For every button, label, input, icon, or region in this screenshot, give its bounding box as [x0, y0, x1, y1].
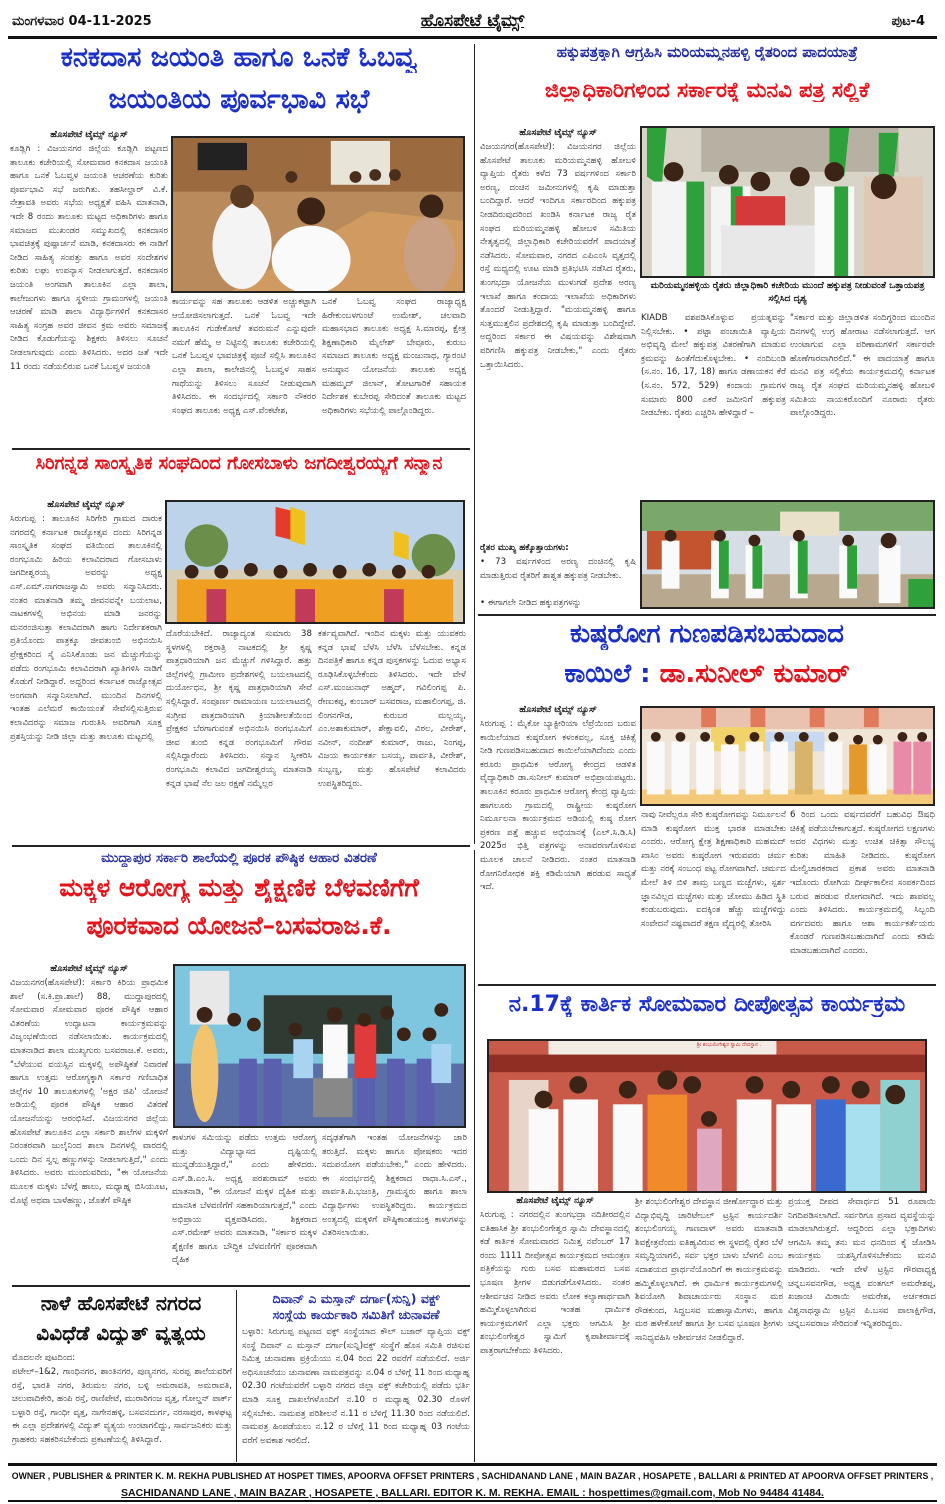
article-body: ಸಿರುಗುಪ್ಪ : ನಗರದಲ್ಲಿನ ತುಂಗಭದ್ರಾ ನದಿತೀರದಲ್ಲಿನ ಐತಿಹಾಸಿಕ ಶ್ರೀ ಶಂಭುಲಿಂಗೇಶ್ವರ ಸ್ವಾಮಿ ದೇವಸ್ಥಾನದಲ್ಲಿ ಕಡೆ ಕಾರ್ತಿಕ ಸೋಮವಾರದ ನಿಮಿತ್ತ ನವೆಂಬರ್ 17 ರಂದು 1111 ದೀಪೋತ್ಸವ ಕಾರ್ಯಕ್ರಮದ ಆಮಂತ್ರಣ ಪತ್ರಿಕೆಯನ್ನು ಗುರು ಬಸವ ಮಹಾಮಠದ ಬಸವ ಭೂಷಣ ಶ್ರೀಗಳ ಬಿಡುಗಡೆಗೊಳಿಸಿದರು. ನಂತರ ಆಶೀರ್ವಚನ ನೀಡಿದ ಅವರು ಲೋಕ ಕಲ್ಯಾಣಾರ್ಥವಾಗಿ ಹಮ್ಮಿಕೊಳ್ಳಲಾಗಿರುವ ಇಂತಹ ಧಾರ್ಮಿಕ ಕಾರ್ಯಕ್ರಮಗಳಿಗೆ ಎಲ್ಲಾ ಭಕ್ತರು ಆಗಮಿಸಿ ಶ್ರೀ ಶಂಭುಲಿಂಗೇಶ್ವರ ಸ್ವಾಮಿಗೆ ಕೃಪಾಶೀರ್ವಾದಕ್ಕೆ ಪಾತ್ರರಾಗಬೇಕೆಂದು ತಿಳಿಸಿದರು. [480, 1210, 630, 1356]
headline-part: ಡಾ.ಸುನೀಲ್ ಕುಮಾರ್ [659, 660, 850, 689]
column-divider [236, 1290, 237, 1462]
byline: ಹೊಸಪೇಟೆ ಟೈಮ್ಸ್ ನ್ಯೂಸ್ [50, 130, 128, 140]
photo-caption: ಮರಿಯಮ್ಮನಹಳ್ಳಿಯ ರೈತರು ಜಿಲ್ಲಾಧಿಕಾರಿ ಕಚೇರಿಯ ಮುಂದೆ ಹಕ್ಕುಪತ್ರ ನೀಡುವಂತೆ ಒತ್ತಾಯಪತ್ರ ಸಲ್ಲಿಸಿದ ದೃಶ್ಯ [650, 281, 925, 304]
temple-invitation-photo [487, 1039, 927, 1193]
byline: ಹೊಸಪೇಟೆ ಟೈಮ್ಸ್ ನ್ಯೂಸ್ [50, 964, 128, 974]
article-body: ಪ್ರಯುಕ್ತ ದೀಪದ ಸೇವಾರ್ಥದ 51 ರೂಪಾಯಿ ನಿಗದಿಪಡಿಸಲಾಗಿದೆ. ಸರ್ವರಿಗೂ ಪ್ರಸಾದ ವ್ಯವಸ್ಥೆಯನ್ನು ಮಾಡಲಾಗಿರುತ್ತದೆ. ಆದ್ದರಿಂದ ಎಲ್ಲಾ ಭಕ್ತಾದಿಗಳು ಆಗಮಿಸಿ ತಮ್ಮ ತನು ಮನ ಧನದಿಂದ ಕೈ ಜೋಡಿಸಿ ಕಾರ್ಯಕ್ರಮ ಯಶಸ್ವಿಗೊಳಿಸಬೇಕೆಂದು ಮನವಿ ಮಾಡಿದರು. ಇದೇ ವೇಳೆ ಟ್ರಸ್ಟಿನ ಗೌರವಾಧ್ಯಕ್ಷ ಚನ್ನಬಸವನಗೌಡ, ಅಧ್ಯಕ್ಷ ವಂತಗಲ್ ಅಮರೇಶಪ್ಪ, ಖಜಾಂಚಿ ಮಿಠಾಯಿ ಅಮರೇಶ, ಅರ್ಚಕರಾದ ವಿಶ್ವನಾಥಸ್ವಾಮಿ ಟ್ರಸ್ಟಿನ ಪಿ.ಬಸವ ಪಾಲಾಕ್ಷಿಗೌಡ, ಚನ್ನಬಸವರಾಜ ಸೇರಿದಂತೆ ಇನ್ನಿತರರಿದ್ದರು. [788, 1197, 936, 1330]
article-body: ಬಳ್ಳಾರಿ: ಸಿರುಗುಪ್ಪ ಪಟ್ಟಣದ ವಕ್ಫ್ ಸಂಸ್ಥೆಯಾದ ಕೌಲ್ ಬಜಾರ್ ವ್ಯಾಪ್ತಿಯ ವಕ್ಫ್ ಸಂಸ್ಥೆ ದಿವಾನ್ ಎ ಮಸ್ತಾನ್ ದರ್ಗಾ(ಸುನ್ನಿ)ವಕ್ಫ್ ಸಂಸ್ಥೆಗೆ ಹೊಸ ಸಮಿತಿ ರಚಿಸುವ ನಿಮಿತ್ತ ಚುನಾವಣಾ ಪ್ರಕ್ರಿಯೆಯು ನ.04 ರಿಂದ 22 ರವರೆಗೆ ನಡೆಯಲಿದೆ. ಅರ್ಜಿ ಅಧಿಸೂಚನೆಯು ಚುನಾವಣಾ ನಾಮಪತ್ರವನ್ನು ನ.04 ರ ಬೆಳಿಗ್ಗೆ 11 ರಿಂದ ಮಧ್ಯಾಹ್ನ 02.30 ಗಂಟೆಯವರೆಗೆ ಬಳ್ಳಾರಿ ನಗರದ ಜಿಲ್ಲಾ ವಕ್ಫ್ ಕಚೇರಿಯಲ್ಲಿ ಪಡೆದು ಭರ್ತಿ ಮಾಡಿ ಸೂಕ್ತ ದಾಖಲೆಗಳೊಂದಿಗೆ ನ.10 ರ ಮಧ್ಯಾಹ್ನ 02.30 ರೊಳಗೆ ಸಲ್ಲಿಸಬೇಕು. ನಾಮಪತ್ರ ಪರಿಶೀಲನೆ ನ.11 ರ ಬೆಳಿಗ್ಗೆ 11.30 ರಿಂದ ನಡೆಯಲಿದೆ. ನಾಮಪತ್ರ ಹಿಂಪಡೆಯಲು ನ.12 ರ ಬೆಳಿಗ್ಗೆ 11 ರಿಂದ ಮಧ್ಯಾಹ್ನ 03 ಗಂಟೆಯ ವರೆಗೆ ಅವಕಾಶ ಇರಲಿದೆ. [242, 1327, 470, 1446]
headline: ವಿವಿಧೆಡೆ ವಿದ್ಯುತ್ ವ್ಯತ್ಯಯ [36, 1322, 206, 1345]
headline: ನಾಳೆ ಹೊಸಪೇಟೆ ನಗರದ [40, 1292, 202, 1315]
article-body: ದೊರೆಯಬೇಕಿದೆ. ರಾಜ್ಯಾದ್ಯಂತ ಸುಮಾರು 38 ಸ್ಥಳಗಳಲ್ಲಿ ರಕ್ತರಾತ್ರಿ ನಾಟಕದಲ್ಲಿ ಶ್ರೀ ಕೃಷ್ಣ ಪಾತ್ರಧಾರಿಯಾಗಿ ಜನ ಮೆಚ್ಚುಗೆ ಗಳಿಸಿದ್ದಾರೆ. ಹತ್ತು ಜಿಲ್ಲೆಗಳಲ್ಲಿ ಗ್ರಾಮೀಣ ಪ್ರದೇಶಗಳಲ್ಲಿ ಬಯಲಾಟದಲ್ಲಿ ದುರ್ಯೋಧನ, ಶ್ರೀ ಕೃಷ್ಣ ಪಾತ್ರಧಾರಿಯಾಗಿ ಸೇವೆ ಸಲ್ಲಿಸಿದ್ದಾರೆ. ಸಂಪೂರ್ಣ ರಾಮಾಯಣ ಬಯಲಾಟದಲ್ಲಿ ಸುಗ್ರೀವ ಪಾತ್ರದಾರಿಯಾಗಿ ಕ್ರಿಯಾಶೀಲತೆಯಿಂದ ಪ್ರೇಕ್ಷಕರ ಬೆರಗಾಗುವಂತೆ ಅಭಿನಯಿಸಿ ರಂಗಭೂಮಿಗೆ ಜೀವ ತುಂಬಿ ಕನ್ನಡ ರಂಗಭೂಮಿಗೆ ಗೌರವ ಸಲ್ಲಿಸಿದ್ದಾರೆಂದು ತಿಳಿಸಿದರು. ಸನ್ಮಾನ ಸ್ವೀಕರಿಸಿ ರಂಗಭೂಮಿ ಕಲಾವಿದ ಜಗದೀಶ್ವರಯ್ಯ ಮಾತನಾಡಿ ಕನ್ನಡ ಭಾಷೆ ನೆಲ ಜಲ ರಕ್ಷಣೆ ನಮ್ಮೆಲ್ಲರ [166, 629, 312, 789]
article-body: ಕರ್ತವ್ಯವಾಗಿದೆ. ಇಂದಿನ ಮಕ್ಕಳು ಮತ್ತು ಯುವಕರು ಕನ್ನಡ ಭಾಷೆ ಬೆಳೆಸಿ ಬೆಳೆಸಿ ಬೆಳೆಸಬೇಕು. ಕನ್ನಡ ದಿನಪತ್ರಿಕೆ ಹಾಗೂ ಕನ್ನಡ ಪುಸ್ತಕಗಳನ್ನು ಓದುವ ಅಭ್ಯಾಸ ರೂಢಿಸಿಕೊಳ್ಳಬೇಕೆಂದು ತಿಳಿಸಿದರು. ಇದೇ ವೇಳೆ ಎಸ್.ಮಂಜುನಾಥ್ ಅಹ್ಮದ್, ಗವಿಲಿಂಗಪ್ಪ ಪಿ. ರೇಣುಕಪ್ಪ, ಕುಂಬಾರ್ ಬಸವರಾಜ, ಮಹಾಲಿಂಗಪ್ಪ, ಜಿ. ಲಿಂಗನಗೌಡ, ಕುರುಬರ ಮಲ್ಲಯ್ಯ, ಎಂ.ಅಶಾಕುಮಾರ್, ಶೇಕ್ಷಾವಲಿ, ವಿಠಲ, ವೀರೇಶ್, ನವೀನ್, ನಂದೀಶ್ ಕುಮಾರ್, ರಾಜು, ನಿಂಗಪ್ಪ, ವಿಜಯ ಕಾರ್ಯಕರ್ತ ಬಸಯ್ಯ, ಪಾರ್ವತಿ, ವೀರೇಶ್, ಸುಬ್ಬಣ್ಣ, ಮತ್ತು ಹೊಸಪೇಟೆ ಕಲಾವಿದರು ಉಪಸ್ಥಿತರಿದ್ದರು. [318, 629, 466, 789]
issue-date: ಮಂಗಳವಾರ 04-11-2025 [12, 14, 152, 29]
article-body: ಕೂಡ್ಲಿಗಿ : ವಿಜಯನಗರ ಜಿಲ್ಲೆಯ ಕೂಡ್ಲಿಗಿ ಪಟ್ಟಣದ ತಾಲೂಕು ಕಚೇರಿಯಲ್ಲಿ ಸೋಮವಾರ ಕನಕದಾಸ ಜಯಂತಿ ಹಾಗೂ ಒನಕೆ ಓಬವ್ವಳ ಜಯಂತಿ ಆಚರಣೆಯ ಕುರಿತು ಪೂರ್ವಭಾವಿ ಸಭೆ ಜರುಗಿತು. ತಹಸೀಲ್ದಾರ್ ವಿ.ಕೆ. ನೇತ್ರಾವತಿ ಅವರು ಸಭೆಯ ಅಧ್ಯಕ್ಷತೆ ವಹಿಸಿ ಮಾತನಾಡಿ, ಇದೇ 8 ರಂದು ತಾಲೂಕು ಮಟ್ಟದ ಅಧಿಕಾರಿಗಳು ಹಾಗೂ ಸಮಾಜದ ಮುಖಂಡರ ಸಮ್ಮುಖದಲ್ಲಿ ಕನಕದಾಸರ ಭಾವಚಿತ್ರಕ್ಕೆ ಪುಷ್ಪಾರ್ಚನೆ ಮಾಡಿ, ಕನಕದಾಸರು ಈ ನಾಡಿಗೆ ನೀಡಿದ ಸಾಹಿತ್ಯ ಸಂಪತ್ತು ಹಾಗೂ ಅವರ ಸಂದೇಶಗಳ ಕುರಿತು ಲಘು ಉಪನ್ಯಾಸ ನೀಡಲಾಗುತ್ತದೆ. ಕನಕದಾಸರ ಜಯಂತಿ ಅಂಗವಾಗಿ ತಾಲೂಕಿನ ಎಲ್ಲಾ ಶಾಲಾ, ಕಾಲೇಜುಗಳು ಹಾಗೂ ಸ್ಥಳೀಯ ಗ್ರಾಮಂಗಳಲ್ಲಿ ಜಯಂತಿ ಆಚರಣೆ ಮಾಡಿ ಶಾಲಾ ವಿದ್ಯಾರ್ಥಿಗಳಿಗೆ ಕನಕದಾಸರ ಸಾಹಿತ್ಯ ಸಂಗ್ರಹ ಅವರ ಜೀವನ ಕ್ರಮ ಅವರು ಸಮಾಜಕ್ಕೆ ನೀಡಿದ ಕೊಡುಗೆಯನ್ನು ಶಿಕ್ಷಕರು ತಿಳಿಸಲು ಸೂಚನೆ ನೀಡಲಾಗುವುದು ಎಂದು ತಿಳಿಸಿದರು. ಅದರ ಜತೆ ಇದೇ 11 ರಂದು ನಡೆಯಲಿರುವ ಒನಕೆ ಓಬವ್ವಳ ಜಯಂತಿ [10, 144, 168, 372]
article-body: ಕಾಳುಗಳ ಸಮಿಯನ್ನು ಪಡೆದು ಉತ್ತಮ ಆರೋಗ್ಯ ಮತ್ತು ವಿದ್ಯಾಭ್ಯಾಸದ ದೃಷ್ಟಿಯಲ್ಲಿ ಮುನ್ನಡೆಯುತ್ತಿದ್ದಾರೆ," ಎಂದು ಹೇಳಿದರು. ಎಸ್.ಡಿ.ಎಂ.ಸಿ. ಅಧ್ಯಕ್ಷ ಪರಶುರಾಮ್ ಅವರು ಮಾತನಾಡಿ, "ಈ ಯೋಜನೆ ಮಕ್ಕಳ ದೈಹಿಕ ಮತ್ತು ಮಾನಸಿಕ ಬೆಳವಣಿಗೆಗೆ ಸಹಕಾರಿಯಾಗುತ್ತದೆ," ಎಂದು ಅಭಿಪ್ರಾಯ ವ್ಯಕ್ತಪಡಿಸಿದರು. ಶಿಕ್ಷಕರಾದ ಎಸ್.ರಮೇಶ್ ಅವರು ಮಾತನಾಡಿ, "ಸರ್ಕಾರ ಮಕ್ಕಳ ಶೈಕ್ಷಣಿಕ ಹಾಗೂ ಬೌದ್ಧಿಕ ಬೆಳವಣಿಗೆಗೆ ಪೂರಕವಾಗಿ ದೈಹಿಕ [172, 1133, 317, 1266]
headline: ಜಿಲ್ಲಾಧಿಕಾರಿಗಳಿಂದ ಸರ್ಕಾರಕ್ಕೆ ಮನವಿ ಪತ್ರ ಸಲ್ಲಿಕೆ [544, 78, 870, 102]
byline: ಹೊಸಪೇಟೆ ಟೈಮ್ಸ್ ನ್ಯೂಸ್ [519, 705, 597, 715]
article-body: ಕಾರ್ಯವನ್ನು ಸಹ ತಾಲೂಕು ಆಡಳಿತ ಅಚ್ಚುಕಟ್ಟಾಗಿ ಆಯೋಜಿಸಲಾಗುತ್ತದೆ. ಒನಕೆ ಓಬವ್ವ ಇದೇ ತಾಲೂಕಿನ ಗುಡೇಕೋಟೆ ತವರುಮನೆ ಎನ್ನುವುದೇ ನಮಗೆ ಹೆಮ್ಮೆ ಆ ನಿಟ್ಟಿನಲ್ಲಿ ತಾಲೂಕು ಕಚೇರಿಯಲ್ಲಿ ಒನಕೆ ಓಬವ್ವಳ ಭಾವಚಿತ್ರಕ್ಕೆ ಪೂಜೆ ಸಲ್ಲಿಸಿ ತಾಲೂಕಿನ ಎಲ್ಲಾ ಶಾಲಾ, ಕಾಲೇಜಿನಲ್ಲಿ ಓಬವ್ವಳ ಸಾಹಸ ಗಾಥೆಯನ್ನು ತಿಳಿಸಲು ಸೂಚನೆ ನೀಡುವುದಾಗಿ ತಿಳಿಸಿದರು. ಈ ಸಂದರ್ಭದಲ್ಲಿ ಸರ್ಕಾರಿ ನೌಕರರ ಸಂಘದ ತಾಲೂಕು ಅಧ್ಯಕ್ಷ ಎಸ್.ವೆಂಕಟೇಶ, [172, 297, 316, 416]
headline-part: ಕಾಯಿಲೆ : [564, 660, 660, 689]
article-body: ಶ್ರೀ ಶಂಭುಲಿಂಗೇಶ್ವರ ದೇವಸ್ಥಾನ ಜೀರ್ಣೋದ್ಧಾರ ಮತ್ತು ವಿದ್ಯಾಭಿವೃದ್ಧಿ ಚಾರಿಟೇಬಲ್ ಟ್ರಸ್ಟಿನ ಕಾರ್ಯದರ್ಶಿ ಶಂಭುಲಿಂಗಯ್ಯ ಗಾಣದಾಳ್ ಅವರು ಮಾತನಾಡಿ ಶಿವಕ್ಷೇತ್ರವೆಂದು ಐತಿಹ್ಯವಿರುವ ಈ ಸ್ಥಳದಲ್ಲಿ ರೈತರ ಬೆಳೆ ಸಮೃದ್ಧಿಯಾಗಲಿ, ಸರ್ವ ಭಕ್ತರ ಬಾಳು ಬೆಳಗಲಿ ಎಂಬ ಸದಾಶಯದ ಪ್ರಾರ್ಥನೆಯೊಂದಿಗೆ ಈ ಕಾರ್ಯಕ್ರಮವನ್ನು ಹಮ್ಮಿಕೊಳ್ಳಲಾಗಿದೆ. ಈ ಧಾರ್ಮಿಕ ಕಾರ್ಯಕ್ರಮಗಳಲ್ಲಿ ಶಿವಯೋಗಿ ಶಿವಾಚಾರ್ಯರು ಸಂಸ್ಥಾನ ಮಠ ರೌಡಕುಂದ, ಸಿದ್ಧಬಸವ ಮಹಾಸ್ವಾಮಿಗಳು, ಹಾಗೂ ಮಠ ಹಳೇಕೋಟೆ ಹಾಗೂ ಶ್ರೀ ಬಸವ ಭೂಷಣ ಶ್ರೀಗಳು ಸಾನಿಧ್ಯವಹಿಸಿ ಆಶೀರ್ವಚನ ನೀಡಲಿದ್ದಾರೆ. [635, 1197, 783, 1343]
school-children-photo [173, 964, 466, 1128]
column-divider [474, 44, 475, 844]
article-body: ನಾವು ನೀವೆಲ್ಲರೂ ಸೇರಿ ಕುಷ್ಠರೋಗವನ್ನು ನಿರ್ಮೂಲನೆ ಮಾಡಿ ಕುಷ್ಠರೋಗ ಮುಕ್ತ ಭಾರತ ಮಾಡಬೇಕು ಎಂದರು. ಆರೋಗ್ಯ ಕ್ಷೇತ್ರ ಶಿಕ್ಷಣಾಧಿಕಾರಿ ಮಹಮದ್ ಖಾಸಿಂ ಅವರು ಕುಷ್ಠರೋಗ ಇರುವವರು ಚರ್ಮ ಮತ್ತು ನರಕ್ಕೆ ಸಂಬಂಧ ಪಟ್ಟ ರೋಗವಾಗಿದೆ. ಚರ್ಮದ ಮೇಲೆ ತಿಳಿ ಬಿಳಿ ತಾಮ್ರ ಬಣ್ಣದ ಮಚ್ಚೆಗಳು, ಸ್ಪರ್ಶ ಜ್ಞಾನವಿಲ್ಲದ ಮಚ್ಚೆಗಳು ಮತ್ತು ಜೋಮು ಹಿಡಿದ ಸ್ಥಿತಿ ಕಂಡುಬರುವುದು. ಐದಕ್ಕಿಂತ ಹೆಚ್ಚು ಮಚ್ಚೆಗಳಿದ್ದು ಸಂವೇದನೆ ನಷ್ಟವಾದರೆ ತಕ್ಷಣ ವೈದ್ಯರಲ್ಲಿ ತೋರಿಸಿ [641, 810, 786, 929]
article-body: 6 ರಿಂದ ಒಂದು ವರ್ಷದವರೆಗೆ ಬಹುವಿಧ ಔಷಧಿ ಚಿಕಿತ್ಸೆ ಪಡೆಯಬೇಕಾಗುತ್ತದೆ. ಕುಷ್ಠರೋಗದ ಲಕ್ಷಣಗಳು ಅದರ ವಿಧಗಳು ಮತ್ತು ಉಚಿತ ಚಿಕಿತ್ಸಾ ಸೌಲಭ್ಯ ಕುರಿತು ಮಾಹಿತಿ ನೀಡಿದರು. ಕುಷ್ಠರೋಗ ಮೇಲ್ವಿಚಾರಕರಾದ ಪ್ರಕಾಶ ಅವರು ಮಾತನಾಡಿ ಇದೊಂದು ರೋಗಿಯ ದೀರ್ಘಕಾಲೀನ ಸಂಪರ್ಕದಿಂದ ಬರುವ ಹರಡುವ ರೋಗವಾಗಿದೆ. ಇದು ಶಾಪವಲ್ಲ ಎಂದು ತಿಳಿಸಿದರು. ಕಾರ್ಯಕ್ರಮದಲ್ಲಿ ಸಿಬ್ಬಂದಿ ವರ್ಗದವರು ಹಾಗೂ ಆಶಾ ಕಾರ್ಯಕರ್ತೆಯರು ಕೊಂಡರೆ ಗುಣಪಡಿಸಬಹುದಾಗಿದೆ ಎಂದು ಕಡಿಮೆ ಮಾಡಬಹುದಾಗಿದೆ ಎಂದರು. [790, 810, 935, 956]
byline: ಹೊಸಪೇಟೆ ಟೈಮ್ಸ್ ನ್ಯೂಸ್ [516, 1196, 594, 1206]
article-divider [478, 614, 936, 616]
byline: ಹೊಸಪೇಟೆ ಟೈಮ್ಸ್ ನ್ಯೂಸ್ [47, 500, 125, 510]
farmers-protest-photo [640, 500, 935, 609]
masthead [12, 10, 933, 36]
farmers-petition-photo [640, 126, 935, 278]
newspaper-title: ಹೊಸಪೇಟೆ ಟೈಮ್ಸ್ [420, 11, 525, 31]
column-divider [474, 850, 475, 1462]
headline: ಕನಕದಾಸ ಜಯಂತಿ ಹಾಗೂ ಒನಕೆ ಓಬವ್ವ [60, 42, 418, 73]
imprint-line: SACHIDANAND LANE , MAIN BAZAR , HOSAPETE , BALLARI. EDITOR K. M. REKHA. EMAIL : hospettimes@gmail.com, Mob No 94484 41484. [121, 1487, 824, 1499]
page-number: ಪುಟ-4 [891, 14, 925, 29]
footer-rule [8, 1463, 937, 1466]
article-body: ಸಿರುಗುಪ್ಪ : ತಾಲೂಕಿನ ಸಿರಿಗೇರಿ ಗ್ರಾಮದ ದಾರುಕ ನಗರದಲ್ಲಿ ಕರ್ನಾಟಕ ರಾಜ್ಯೋತ್ಸವ ದಂದು ಸಿರಿಗನ್ನಡ ಸಾಂಸ್ಕೃತಿಕ ಸಂಘದ ವತಿಯಿಂದ ತಾಲೂಕಿನಲ್ಲಿ ರಂಗಭೂಮಿ ಹಿರಿಯ ಕಲಾವಿದರಾದ ಗೋಸಬಾಳು ಜಗದೀಶ್ವರಯ್ಯ ಅವರನ್ನು ಅಧ್ಯಕ್ಷ ಎಸ್.ಎಮ್.ನಾಗರಾಜಸ್ವಾಮಿ ಅವರು ಸನ್ಮಾನಿಸಿದರು. ನಂತರ ಮಾತನಾಡಿ ತಮ್ಮ ಜೀವನವನ್ನೇ ಬಯಲಾಟ, ನಾಟಕಗಳಲ್ಲಿ ಅಭಿನಯ ಮಾಡಿ ಜನರನ್ನು ಮನರಂಜಿಸುತ್ತಾ ಕಲಾವಿದರಾಗಿ ಹಾಗು ನಿರ್ದೇಶಕರಾಗಿ ಪ್ರತಿಯೊಂದು ಪಾತ್ರಕ್ಕೂ ಜೀವತುಂಬಿ ಅಭಿನಯಿಸಿ ಪ್ರೇಕ್ಷಕರಿಂದ ಸೈ ಎನಿಸಿಕೊಂಡು ಜನ ಮೆಚ್ಚುಗೆಯನ್ನು ಪಡೆದು ರಂಗಭೂಮಿ ಕಲಾವಿದರಾಗಿ ಖ್ಯಾತಿಗಳಿಸಿ ನಾಡಿಗೆ ಕೊಡುಗೆ ನೀಡಿದ್ದಾರೆ. ಅದ್ದರಿಂದ ಕರ್ನಾಟಕ ರಾಜ್ಯೋತ್ಸವ ಅಂಗವಾಗಿ ಸನ್ಮಾನಿಸಲಾಗಿದೆ. ಮುಂದಿನ ದಿನಗಳಲ್ಲಿ ಇಂತಹ ಎಲೆಮರೆ ಕಾಯಿಯಂತೆ ಸೇವೆಸಲ್ಲಿಸುತ್ತಿರುವ ಕಲಾವಿದರನ್ನು ಸಮಾಜ ಗುರುತಿಸಿ ಅವರಿಗಾಗಿ ಸೂಕ್ತ ಪ್ರಶಸ್ತಿಯನ್ನು ನೀಡಿ ಜಿಲ್ಲಾ ಮತ್ತು ತಾಲೂಕು ಮಟ್ಟದಲ್ಲಿ [10, 514, 162, 742]
article-body: ಒನಕೆ ಓಬವ್ವ ಸಂಘದ ರಾಜ್ಯಾಧ್ಯಕ್ಷ ಹಿರೇಕುಂಬಳಗುಂಟೆ ಉಮೇಶ್, ಚಲವಾದಿ ಮಹಾಸಭಾದ ತಾಲೂಕು ಅಧ್ಯಕ್ಷ ಸಿ.ಮಾರಪ್ಪ, ಕ್ಷೇತ್ರ ಶಿಕ್ಷಣಾಧಿಕಾರಿ ಮೈಲೇಶ್ ಬೇವೂರು, ಕುರುಬ ಸಮಾಜದ ತಾಲೂಕು ಅಧ್ಯಕ್ಷ ಮಂಜುನಾಥ, ಗ್ಯಾರಂಟಿ ಅನುಷ್ಠಾನ ಯೋಜನೆಯ ತಾಲೂಕು ಅಧ್ಯಕ್ಷ ಮಹಮ್ಮದ್ ಜಿಲಾನ್, ತೋಟಗಾರಿಕೆ ಸಹಾಯಕ ನಿರ್ದೇಶಕ ಕುಬೇರಪ್ಪ ಸೇರಿದಂತೆ ತಾಲೂಕು ಮಟ್ಟದ ಅಧಿಕಾರಿಗಳು ಸಭೆಯಲ್ಲಿ ಪಾಲ್ಗೊಂಡಿದ್ದರು. [322, 297, 466, 416]
imprint-footer [8, 1468, 937, 1502]
headline: ಸಿರಿಗನ್ನಡ ಸಾಂಸ್ಕೃತಿಕ ಸಂಘದಿಂದ ಗೋಸಬಾಳು ಜಗದೀಶ್ವರಯ್ಯಗೆ ಸನ್ಮಾನ [35, 454, 443, 474]
footer-rule [8, 1500, 937, 1502]
headline: ದಿವಾನ್ ಎ ಮಸ್ತಾನ್ ದರ್ಗಾ(ಸುನ್ನಿ) ವಕ್ಫ್ [272, 1292, 440, 1306]
article-body: ಸಿರುಗುಪ್ಪ : ಮೈಕೋ ಬ್ಯಾಕ್ಟೀರಿಯಾ ಲೆಪ್ರೆಯಿಂದ ಬರುವ ಕಾಯಿಲೆಯಾದ ಕುಷ್ಠರೋಗ ಕಳಂಕವಲ್ಲ, ಸೂಕ್ತ ಚಿಕಿತ್ಸೆ ನೀಡಿ ಗುಣಪಡಿಸಬಹುದಾದ ಕಾಯಿಲೆಯಾಗಿದೆಂದು ಎಂದು ಕರೂರು ಪ್ರಾಥಮಿಕ ಆರೋಗ್ಯ ಕೇಂದ್ರದ ಆಡಳಿತ ವೈದ್ಯಾಧಿಕಾರಿ ಡಾ.ಸುನೀಲ್ ಕುಮಾರ್ ಅಭಿಪ್ರಾಯಪಟ್ಟರು. ತಾಲೂಕಿನ ಕರೂರು ಪ್ರಾಥಮಿಕ ಆರೋಗ್ಯ ಕೇಂದ್ರ ವ್ಯಾಪ್ತಿಯ ಹಾಗಲೂರು ಗ್ರಾಮದಲ್ಲಿ ರಾಷ್ಟ್ರೀಯ ಕುಷ್ಠರೋಗ ನಿರ್ಮೂಲನಾ ಕಾರ್ಯಕ್ರಮದ ಅಡಿಯಲ್ಲಿ ಕುಷ್ಠ ರೋಗ ಪ್ರಕರಣ ಪತ್ತೆ ಹಚ್ಚುವ ಅಭಿಯಾನಕ್ಕೆ (ಎಲ್.ಸಿ.ಡಿ.ಸಿ) 2025ರ ಭಿತ್ತಿ ಪತ್ರಗಳನ್ನು ಅನಾವರಣಗೊಳಿಸುವ ಮೂಲಕ ಚಾಲನೆ ನೀಡಿದರು. ನಂತರ ಮಾತನಾಡಿ ರೋಗನಿರೋಧಕ ಶಕ್ತಿ ಕಡಿಮೆಯಾಗಿ ಹರಡುವ ಸಾಧ್ಯತೆ ಇದೆ. [480, 719, 636, 893]
imprint-line: OWNER , PUBLISHER & PRINTER K. M. REKHA PUBLISHED AT HOSPET TIMES, APOORVA OFFSET PRINTERS , SACHIDANAND LANE , MAIN BAZAR , HOSAPETE , BALLARI & PRINTED AT APOORVA OFFSET PRINTERS , [11, 1471, 934, 1481]
photo-banner-text: ಶ್ರೀ ಶಂಭುಲಿಂಗೇಶ್ವರ ಸ್ವಾಮಿ ದೇವಸ್ಥಾನ . [696, 1042, 762, 1048]
kicker: ಹಕ್ಕುಪತ್ರಕ್ಕಾಗಿ ಆಗ್ರಹಿಸಿ ಮರಿಯಮ್ಮನಹಳ್ಳಿ ರೈತರಿಂದ ಪಾದಯಾತ್ರೆ [556, 44, 858, 61]
demands-title: ರೈತರ ಮುಖ್ಯ ಹಕ್ಕೊತ್ತಾಯಗಳು: [480, 543, 569, 553]
article-body: ವಿಜಯನಗರ(ಹೊಸಪೇಟೆ): ವಿಜಯನಗರ ಜಿಲ್ಲೆಯ ಹೊಸಪೇಟೆ ತಾಲೂಕು ಮರಿಯಮ್ಮನಹಳ್ಳಿ ಹೋಬಳಿ ವ್ಯಾಪ್ತಿಯ ರೈತರು ಕಳೆದ 73 ವರ್ಷಗಳಿಂದ ಸರ್ಕಾರಿ ಅರಣ್ಯ, ದಂಚಿನ ಜಮೀನುಗಳಲ್ಲಿ ಕೃಷಿ ಮಾಡುತ್ತಾ ಬಂದಿದ್ದಾರೆ. ಆದರೆ ಇಂದಿಗೂ ಸರ್ಕಾರದಿಂದ ಹಕ್ಕುಪತ್ರ ನೀಡದಿರುವುದರಿಂದ ಖಂಡಿಸಿ ಕರ್ನಾಟಕ ರಾಜ್ಯ ರೈತ ಸಂಘದ ಮರಿಯಮ್ಮನಹಳ್ಳಿ ಹೋಬಳಿ ಸಮಿತಿಯ ನೇತೃತ್ವದಲ್ಲಿ ಜಿಲ್ಲಾಧಿಕಾರಿ ಕಚೇರಿಯವರೆಗೆ ಪಾದಯಾತ್ರೆ ನಡೆಸಿದರು. ಸೋಮವಾರ, ನಗರದ ಎಪಿಎಂಸಿ ವೃತ್ತದಲ್ಲಿ ರಸ್ತೆ ಮಧ್ಯದಲ್ಲಿ ಊಟ ಮಾಡಿ ಪ್ರತಿಭಟಿಸಿ ನಡೆಸಿದ ರೈತರು, ತುಂಗಭದ್ರಾ ಯೋಜನೆಯ ಮುಳುಗಡೆ ಪ್ರದೇಶ ಅರಣ್ಯ ಇಲಾಖೆ ಹಾಗೂ ಕಂದಾಯ ಇಲಾಖೆಯ ಅಧಿಕಾರಿಗಳು ತೊಂದರೆ ನೀಡುತ್ತಿದ್ದಾರೆ. "ಮಯಮ್ಮನಹಳ್ಳಿ ಹಾಗೂ ಸುತ್ತಮುತ್ತಲಿನ ಪ್ರದೇಶದಲ್ಲಿ ಕೃಷಿ ಮಾಡುತ್ತಾ ಬಂದಿದ್ದೇವೆ. ಅದ್ದರಿಂದ ಸರ್ಕಾರ ಈ ವಿಷಯವನ್ನು ವಿಶೇಷವಾಗಿ ಪರಿಗಣಿಸಿ ಹಕ್ಕುಪತ್ರ ನೀಡಬೇಕು," ಎಂದು ರೈತರು ಒತ್ತಾಯಿಸಿದರು. [480, 142, 636, 370]
meeting-photo [171, 136, 465, 293]
headline: ನ.17ಕ್ಕೆ ಕಾರ್ತಿಕ ಸೋಮವಾರ ದೀಪೋತ್ಸವ ಕಾರ್ಯಕ್ರಮ [508, 992, 906, 1017]
article-body: ಪಟೇಲ್–1&2, ಗಾಂಧಿನಗರ, ಶಾಂತಿನಗರ, ಪುಣ್ಯನಗರ, ಸುರಪ್ಪ ಶಾಲೆಯವರಿಗೆ ರಸ್ತೆ, ಭಾರತಿ ನಗರ, ತಿರುಮಲ ನಗರ, ಬಳ್ಳಿ ಅಮರಾವತಿ, ಅಮರಾವತಿ, ಚಲುವಾದಿಕೇರಿ, ಹಂಪಿ ರಸ್ತೆ, ರಾಣಿಪೇಟೆ, ಮುರಾರಿಗಂಜ ವೃತ್ತ, ಗೋಲ್ಡನ್ ಪಾರ್ಕ್ ಬಳ್ಳಾರಿ ರಸ್ತೆ, ಗಾಂಧೀ ವೃತ್ತ, ನಾಗೇನಹಳ್ಳಿ, ಬಸವನದುರ್ಗ, ನರಸಾಪುರ, ಕಾಳಘಟ್ಟ ಈ ಎಲ್ಲಾ ಪ್ರದೇಶಗಳಲ್ಲಿ ವಿದ್ಯುತ್ ವ್ಯತ್ಯಯ ಉಂಟಾಗಲಿದ್ದು, ಸಾರ್ವಜನಿಕರು ಮತ್ತು ಗ್ರಾಹಕರು ಸಹಕರಿಸಬೇಕೆಂದು ಪ್ರಕಟಣೆಯಲ್ಲಿ ತಿಳಿಸಿದ್ದಾರೆ. [12, 1367, 232, 1445]
masthead-rule [8, 36, 937, 39]
demand-item: • 73 ವರ್ಷಗಳಿಂದ ಅರಣ್ಯ ದಂಚಿನಲ್ಲಿ ಕೃಷಿ ಮಾಡುತ್ತಿರುವ ರೈತರಿಗೆ ಶಾಶ್ವತ ಹಕ್ಕುಪತ್ರ ನೀಡಬೇಕು. [480, 557, 636, 581]
article-body: "ಸರ್ಕಾರ ಮತ್ತು ಜಿಲ್ಲಾಡಳಿತ ಸಂದಿಗ್ಧರಿಂದ ಮುಂದಿನ ದಿನಗಳಲ್ಲಿ ಉಗ್ರ ಹೋರಾಟ ನಡೆಸಲಾಗುತ್ತದೆ. ಆಗ ಉಂಟಾಗುವ ಎಲ್ಲಾ ಪರಿಣಾಮಗಳಿಗೆ ಸರ್ಕಾರವೇ ಹೊಣೆಗಾರವಾಗಿರಲಿದೆ." ಈ ಪಾದಯಾತ್ರೆ ಹಾಗೂ ಮನವಿ ಪತ್ರ ಸಲ್ಲಿಕೆಯ ಕಾರ್ಯಕ್ರಮದಲ್ಲಿ ಕರ್ನಾಟಕ ರಾಜ್ಯ ರೈತ ಸಂಘದ ಮರಿಯಮ್ಮನಹಳ್ಳಿ ಹೋಬಳಿ ಸಮಿತಿಯ ನಾಯಕರೊಂದಿಗೆ ನೂರಾರು ರೈತರು ಪಾಲ್ಗೊಂಡಿದ್ದರು. [790, 313, 935, 419]
article-body: ಸದೃಢತೆಗಾಗಿ ಇಂತಹ ಯೋಜನೆಗಳನ್ನು ಜಾರಿ ತರುತ್ತಿದೆ. ಮಕ್ಕಳು ಹಾಗೂ ಪೋಷಕರು ಇದರ ಸದುಪಯೋಗ ಪಡೆಯಬೇಕು," ಎಂದು ಹೇಳಿದರು. ಈ ಸಂದರ್ಭದಲ್ಲಿ ಶಿಕ್ಷಕರಾದ ರಾಧಾ.ಸಿ.ಎಸ್., ಪಾರ್ವತಿ.ಪಿ.ಭಜಂತ್ರಿ, ಗ್ರಾಮಸ್ಥರು ಹಾಗೂ ಶಾಲಾ ವಿದ್ಯಾರ್ಥಿಗಳು ಉಪಸ್ಥಿತರಿದ್ದರು. ಕಾರ್ಯಕ್ರಮದ ಅಂತ್ಯದಲ್ಲಿ ಮಕ್ಕಳಿಗೆ ಪೌಷ್ಠಿಕಾಂಶಯುಕ್ತ ಕಾಳುಗಳನ್ನು ವಿತರಿಸಲಾಯಿತು. [322, 1133, 467, 1239]
headline: ಮಕ್ಕಳ ಆರೋಗ್ಯ ಮತ್ತು ಶೈಕ್ಷಣಿಕ ಬೆಳವಣಿಗೆಗೆ [59, 874, 419, 902]
leprosy-awareness-photo [640, 706, 935, 806]
headline [478, 660, 936, 690]
article-divider [12, 1285, 470, 1287]
headline: ಸಂಸ್ಥೆಯ ಕಾರ್ಯಕಾರಿ ಸಮಿತಿಗೆ ಚುನಾವಣೆ [272, 1308, 440, 1322]
felicitation-photo [165, 500, 465, 624]
demand-item: • ಈಗಾಗಲೇ ನೀಡಿದ ಹಕ್ಕುಪತ್ರಗಳನ್ನು [480, 598, 582, 608]
article-divider [12, 448, 470, 450]
headline: ಜಯಂತಿಯ ಪೂರ್ವಭಾವಿ ಸಭೆ [108, 84, 370, 115]
headline: ಕುಷ್ಠರೋಗ ಗುಣಪಡಿಸಬಹುದಾದ [570, 620, 844, 649]
kicker: ಮುದ್ದಾಪುರ ಸರ್ಕಾರಿ ಶಾಲೆಯಲ್ಲಿ ಪೂರಕ ಪೌಷ್ಠಿಕ ಆಹಾರ ವಿತರಣೆ [101, 851, 377, 866]
article-lead: ಮೊದಲನೇ ಪುಟದಿಂದ: [12, 1353, 76, 1363]
byline: ಹೊಸಪೇಟೆ ಟೈಮ್ಸ್ ನ್ಯೂಸ್ [519, 128, 597, 138]
article-divider [12, 845, 470, 847]
article-body: ವಿಜಯನಗರ(ಹೊಸಪೇಟೆ): ಸರ್ಕಾರಿ ಕಿರಿಯ ಪ್ರಾಥಮಿಕ ಶಾಲೆ (ಸ.ಕಿ.ಪ್ರಾ.ಶಾಲೆ) 88, ಮುದ್ದಾಪುರದಲ್ಲಿ ಸೋಮವಾರ ಸೋಮವಾರ ಪೂರಕ ಪೌಷ್ಠಿಕ ಆಹಾರ ವಿತರಣೆಯ ಉದ್ಘಾಟನಾ ಕಾರ್ಯಕ್ರಮವನ್ನು ವಿಜೃಂಭಣೆಯಿಂದ ನಡೆಸಲಾಯಿತು. ಕಾರ್ಯಕ್ರಮದಲ್ಲಿ ಮಾತನಾಡಿದ ಶಾಲಾ ಮುಖ್ಯಗುರು ಬಸವರಾಜ.ಕೆ. ಅವರು, "ಬೆಳೆಯುವ ವಯಸ್ಸಿನ ಮಕ್ಕಳಲ್ಲಿ ಅಪೌಷ್ಠಿಕತೆ ನಿವಾರಣೆ ಹಾಗೂ ಉತ್ತಮ ಆರೋಗ್ಯಕ್ಕಾಗಿ ಸರ್ಕಾರ ಗಣಿಬಾಧಿತ ಜಿಲ್ಲೆಗಳ 10 ತಾಲೂಕುಗಳಲ್ಲಿ 'ಅಕ್ಷರ ಜಿಪಿ' ಯೋಜನೆ ಅಡಿಯಲ್ಲಿ ಪೂರಕ ಪೌಷ್ಠಿಕ ಆಹಾರ ವಿತರಣೆ ಯೋಜನೆಯನ್ನು ಆರಂಭಿಸಿದೆ. ವಿಜಯನಗರ ಜಿಲ್ಲೆಯ ಹೊಸಪೇಟೆ ತಾಲೂಕಿನ ಎಲ್ಲಾ ಸರ್ಕಾರಿ ಶಾಲೆಗಳ ಮಕ್ಕಳಿಗೆ ನಿರಂತರವಾಗಿ ಜುಲೈನಿಂದ ಶಾಲಾ ದಿನಗಳಲ್ಲಿ ವಾರದಲ್ಲಿ ಒಂದು ದಿನ ಸ್ವಲ್ಪ ಹಣ್ಣುಗಳನ್ನು ನೀಡಲಾಗುತ್ತಿದೆ," ಎಂದು ತಿಳಿಸಿದರು. ಅವರು ಮುಂದುವರಿದು, "ಈ ಯೋಜನೆಯ ಮೂಲಕ ಮಕ್ಕಳು ಬೆಳಗ್ಗೆ ಹಾಲು, ಮಧ್ಯಾಹ್ನ ಬಿಸಿಯೂಟ, ಮೊಟ್ಟೆ ಅಥವಾ ಬಾಳೆಹಣ್ಣು, ಜೊತೆಗೆ ಪೌಷ್ಠಿಕ [10, 978, 168, 1206]
article-divider [478, 984, 936, 986]
article-body: KIADB ವಶಪಡಿಸಿಕೊಳ್ಳುವ ಪ್ರಯತ್ನವನ್ನು ನಿಲ್ಲಿಸಬೇಕು. • ಪಟ್ಟಾ ಪಂಚಾಯಿತಿ ವ್ಯಾಪ್ತಿಯ ಅಭಿವೃದ್ಧಿ ಮೇಲೆ ಹಕ್ಕುಪತ್ರ ವಿತರಣೆಗಾಗಿ ಮಾಡುವ ಕ್ರಮವನ್ನು ಹಿಂತೆಗೆದುಕೊಳ್ಳಬೇಕು. • ನಂದಿಬಂಡಿ (ಸ.ನಂ. 16, 17, 18) ಹಾಗೂ ಡಣಾಯಕನ ಕೆರೆ (ಸ.ನಂ. 572, 529) ಕಂದಾಯ ಗ್ರಾಮಗಳ ಸುಮಾರು 800 ಎಕರೆ ಜಮೀನಿಗೆ ಹಕ್ಕುಪತ್ರ ನೀಡಬೇಕು. ರೈತರು ಎಚ್ಚರಿಸಿ ಹೇಳಿದ್ದಾರೆ – [641, 313, 786, 419]
headline: ಪೂರಕವಾದ ಯೋಜನೆ–ಬಸವರಾಜ.ಕೆ. [86, 912, 392, 940]
